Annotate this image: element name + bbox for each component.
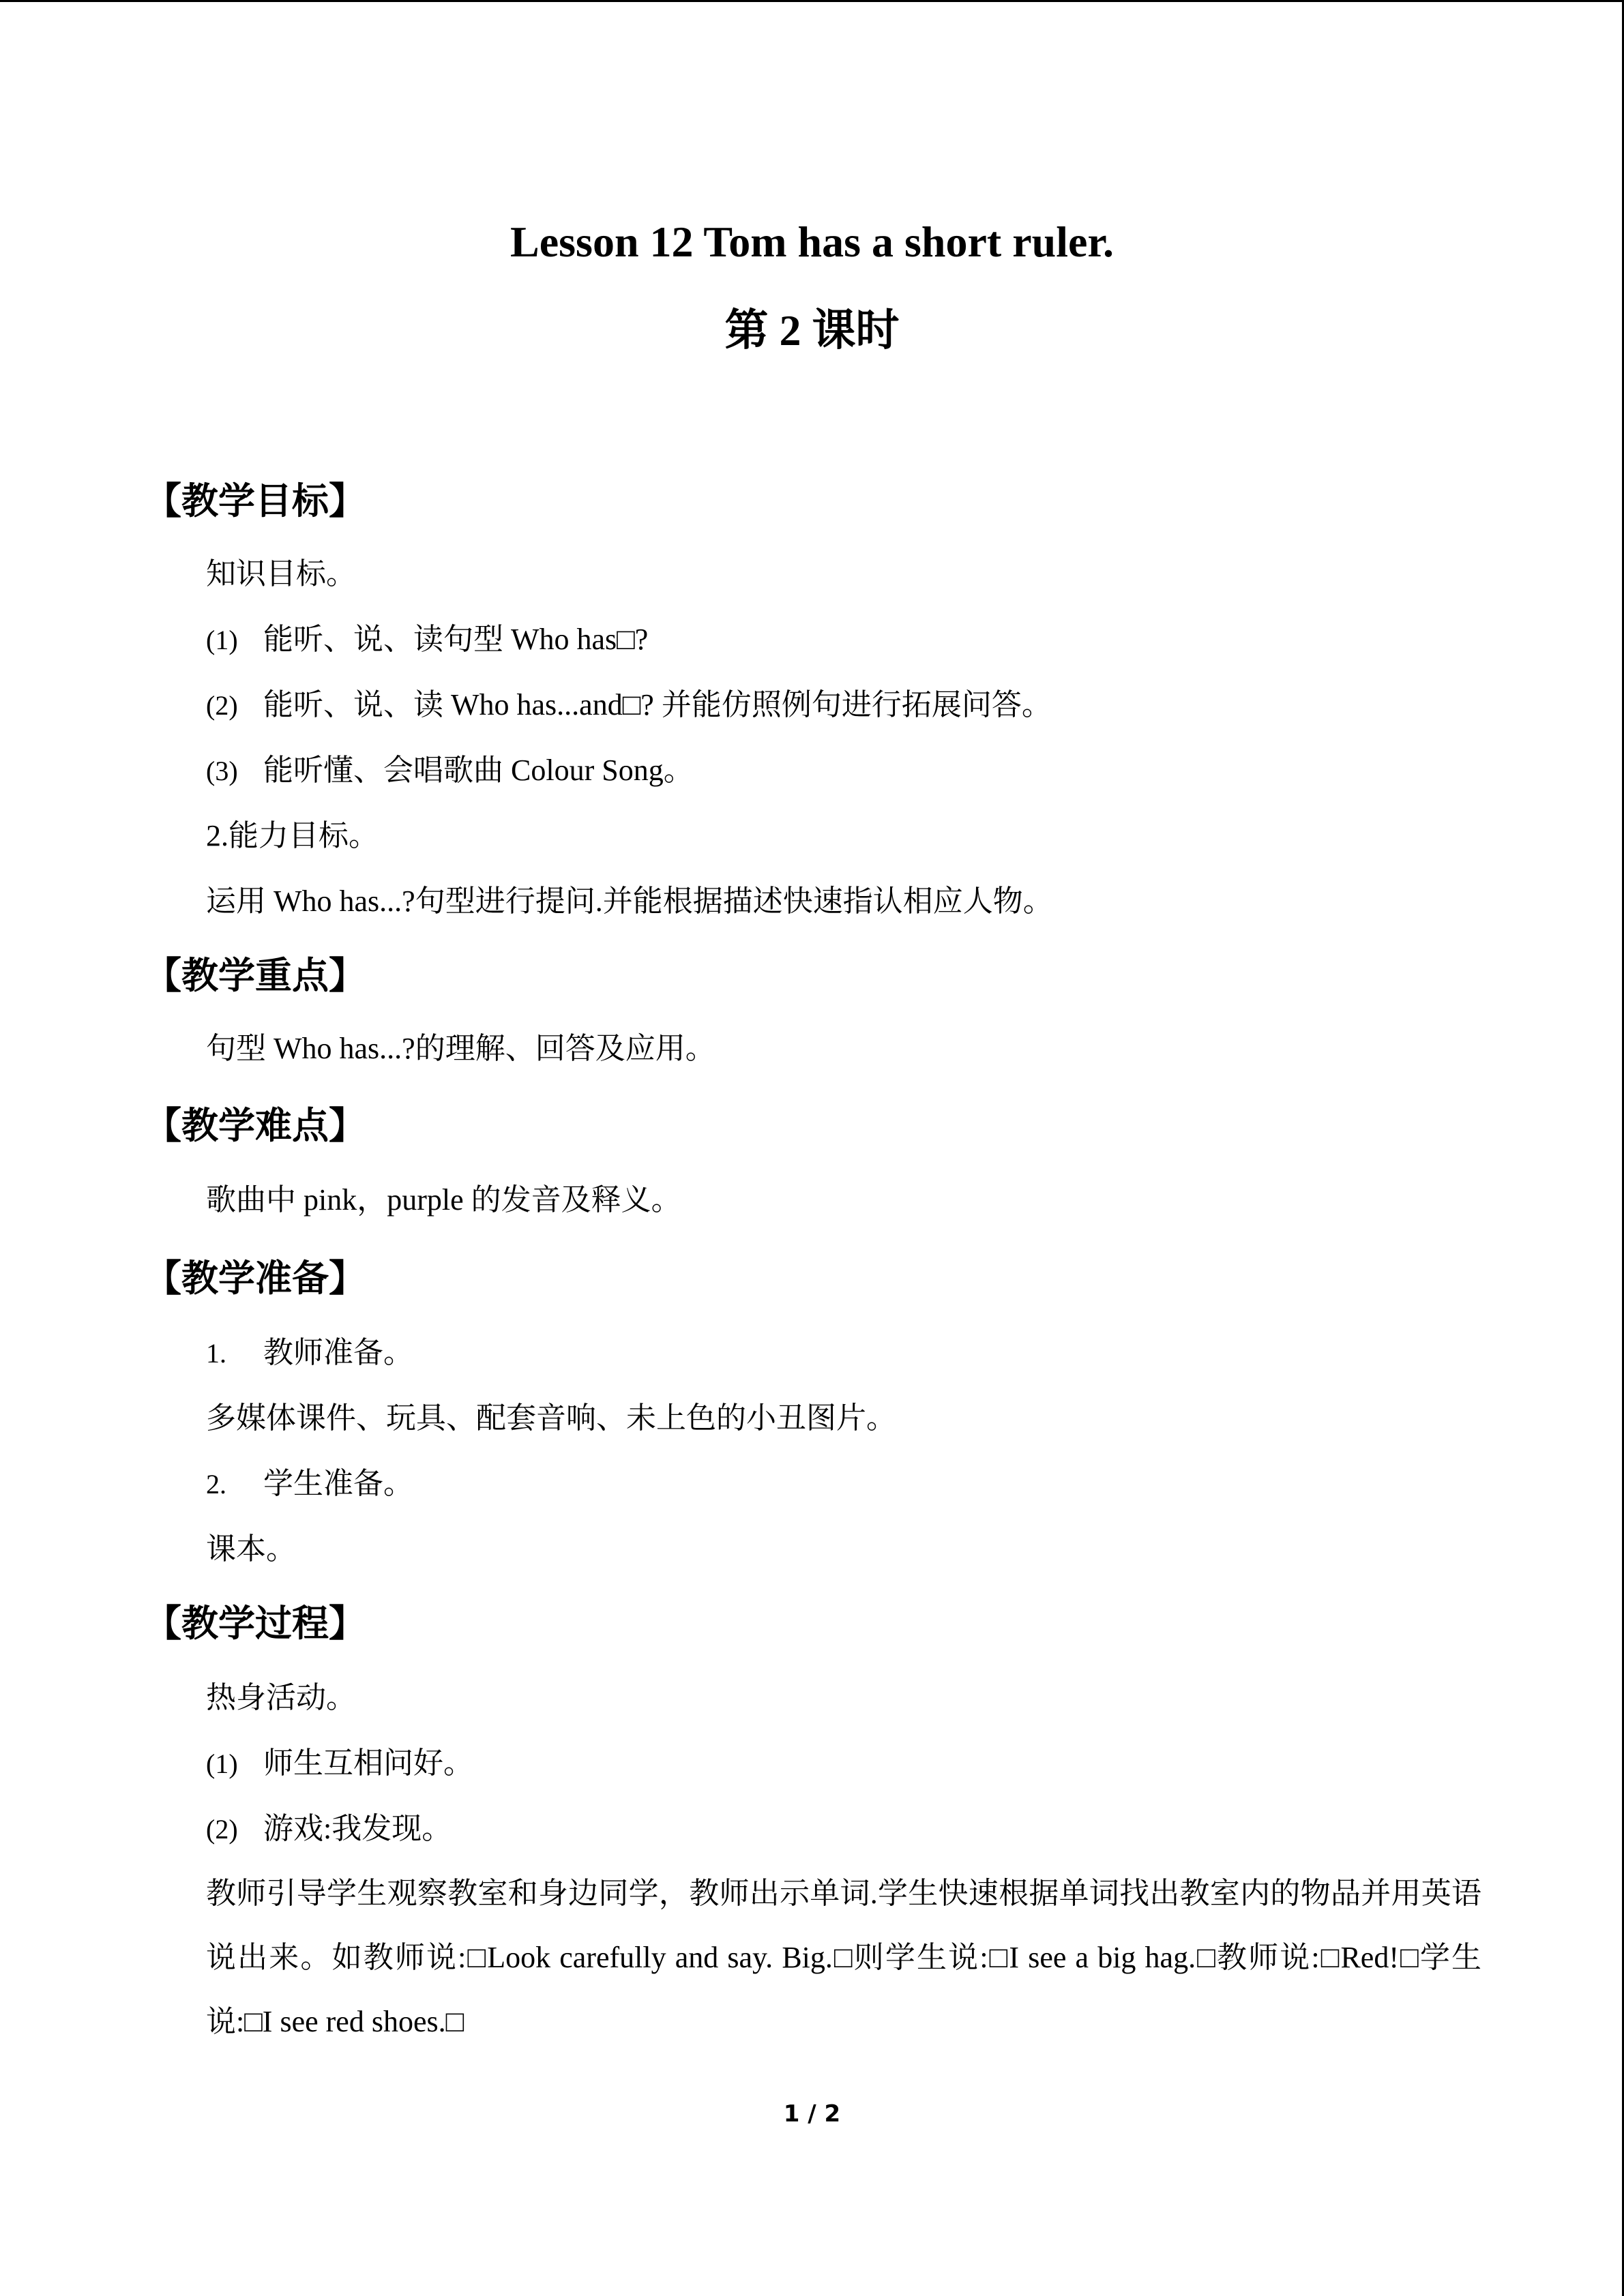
section-heading-preparation: 【教学准备】 bbox=[145, 1257, 366, 1300]
document-title: Lesson 12 Tom has a short ruler. bbox=[510, 218, 1114, 266]
document-subtitle: 第 2 课时 bbox=[724, 306, 900, 355]
preparation-item-2-detail: 课本。 bbox=[206, 1532, 296, 1566]
process-item-1 bbox=[206, 1736, 473, 1791]
page-number: 1 / 2 bbox=[783, 2100, 841, 2128]
process-item-number: (2) bbox=[206, 1814, 238, 1845]
key-points-text: 句型 Who has...?的理解、回答及应用。 bbox=[206, 1032, 715, 1065]
objective-item-number: (3) bbox=[206, 756, 238, 786]
objective-item-text: 能听、说、读句型 Who has□? bbox=[263, 623, 649, 656]
process-item-text: 师生互相问好。 bbox=[263, 1746, 473, 1780]
ability-title: 2.能力目标。 bbox=[206, 819, 379, 852]
preparation-item-1-detail: 多媒体课件、玩具、配套音响、未上色的小丑图片。 bbox=[206, 1401, 896, 1435]
difficulties-text: 歌曲中 pink，purple 的发音及释义。 bbox=[206, 1183, 681, 1217]
objective-item-1 bbox=[206, 612, 648, 668]
ability-text: 运用 Who has...?句型进行提问.并能根据描述快速指认相应人物。 bbox=[206, 884, 1053, 918]
process-item-number: (1) bbox=[206, 1748, 238, 1779]
objective-item-number: (2) bbox=[206, 690, 238, 721]
process-intro: 热身活动。 bbox=[206, 1681, 356, 1714]
objective-item-3 bbox=[206, 743, 694, 799]
preparation-item-2 bbox=[206, 1457, 413, 1512]
objective-item-number: (1) bbox=[206, 625, 238, 655]
section-heading-difficulties: 【教学难点】 bbox=[145, 1104, 366, 1147]
preparation-item-number: 1. bbox=[206, 1338, 226, 1369]
page-border-top bbox=[0, 0, 1624, 2]
section-heading-process: 【教学过程】 bbox=[145, 1602, 366, 1645]
preparation-item-text: 教师准备。 bbox=[263, 1336, 413, 1369]
process-paragraph: 教师引导学生观察教室和身边同学，教师出示单词.学生快速根据单词找出教室内的物品并用英语说出来。如教师说:□Look carefully and say. Big.□则学生说:□I see a big hag.□教师说:□Red!□学生说:□I see red shoes.□ bbox=[206, 1877, 1481, 2038]
objectives-intro: 知识目标。 bbox=[206, 557, 356, 591]
section-heading-key-points: 【教学重点】 bbox=[145, 954, 366, 997]
preparation-item-text: 学生准备。 bbox=[263, 1467, 413, 1500]
preparation-item-number: 2. bbox=[206, 1469, 226, 1500]
process-item-2 bbox=[206, 1802, 452, 1857]
objective-item-text: 能听、说、读 Who has...and□? 并能仿照例句进行拓展问答。 bbox=[263, 688, 1052, 721]
objective-item-2 bbox=[206, 678, 1052, 733]
objective-item-text: 能听懂、会唱歌曲 Colour Song。 bbox=[263, 754, 694, 787]
process-item-text: 游戏:我发现。 bbox=[263, 1812, 452, 1845]
preparation-item-1 bbox=[206, 1326, 413, 1381]
section-heading-objectives: 【教学目标】 bbox=[145, 479, 366, 522]
